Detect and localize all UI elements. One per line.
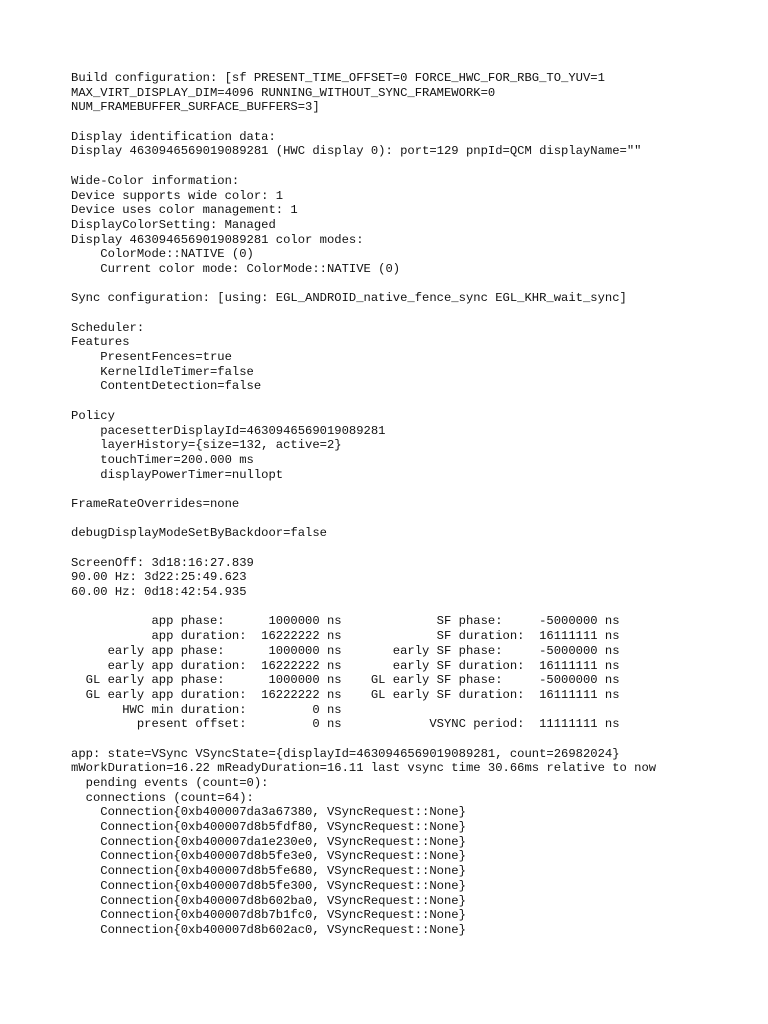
text-line: GL early app phase: 1000000 ns GL early SF phase: -5000000 ns [71,673,620,688]
text-line: NUM_FRAMEBUFFER_SURFACE_BUFFERS=3] [71,100,320,115]
text-line: present offset: 0 ns VSYNC period: 11111111 ns [71,717,620,732]
text-line: Wide-Color information: [71,173,240,188]
text-line: ColorMode::NATIVE (0) [71,247,254,262]
text-line: Device uses color management: 1 [71,203,298,218]
text-line: Build configuration: [sf PRESENT_TIME_OFFSET=0 FORCE_HWC_FOR_RBG_TO_YUV=1 [71,71,605,85]
text-line: touchTimer=200.000 ms [71,452,254,467]
blank-line [71,394,751,409]
text-line: FrameRateOverrides=none [71,496,240,511]
text-line: PresentFences=true [71,350,232,365]
text-line: Current color mode: ColorMode::NATIVE (0) [71,261,401,276]
text-line: Policy [71,408,115,423]
text-line: early app phase: 1000000 ns early SF phase: -5000000 ns [71,643,620,658]
text-line: Connection{0xb400007d8b7b1fc0, VSyncRequest::None} [71,908,466,923]
text-line: mWorkDuration=16.22 mReadyDuration=16.11 last vsync time 30.66ms relative to now [71,761,657,776]
text-line: pending events (count=0): [71,776,269,790]
text-line: layerHistory={size=132, active=2} [71,438,342,453]
text-line: app phase: 1000000 ns SF phase: -5000000 ns [71,614,620,629]
text-line: pacesetterDisplayId=4630946569019089281 [71,423,386,438]
text-line: Connection{0xb400007d8b5fe680, VSyncRequest::None} [71,864,466,879]
text-line: displayPowerTimer=nullopt [71,467,284,482]
text-line: app duration: 16222222 ns SF duration: 16111111 ns [71,629,620,644]
text-line: connections (count=64): [71,790,254,805]
text-line: DisplayColorSetting: Managed [71,217,276,232]
text-line: Connection{0xb400007da1e230e0, VSyncRequest::None} [71,834,466,849]
blank-line [71,277,751,292]
text-line: Sync configuration: [using: EGL_ANDROID_native_fence_sync EGL_KHR_wait_sync] [71,291,627,306]
blank-line [71,732,751,747]
blank-line [71,115,751,130]
text-line: debugDisplayModeSetByBackdoor=false [71,526,327,541]
text-line: Connection{0xb400007d8b5fdf80, VSyncRequest::None} [71,820,466,835]
text-line: KernelIdleTimer=false [71,364,254,379]
text-line: Features [71,335,130,350]
blank-line [71,541,751,556]
text-line: early app duration: 16222222 ns early SF duration: 16111111 ns [71,658,620,673]
text-line: Connection{0xb400007d8b602ac0, VSyncRequest::None} [71,922,466,937]
text-line: Display 4630946569019089281 color modes: [71,232,364,247]
blank-line [71,600,751,615]
text-line: Connection{0xb400007da3a67380, VSyncRequest::None} [71,805,466,820]
text-line: 90.00 Hz: 3d22:25:49.623 [71,570,247,585]
text-line: MAX_VIRT_DISPLAY_DIM=4096 RUNNING_WITHOUT_SYNC_FRAMEWORK=0 [71,85,496,100]
text-line: ScreenOff: 3d18:16:27.839 [71,555,254,570]
text-line: Connection{0xb400007d8b5fe3e0, VSyncRequest::None} [71,849,466,864]
text-line: 60.00 Hz: 0d18:42:54.935 [71,585,247,600]
text-line: Display identification data: [71,129,276,144]
text-line: Connection{0xb400007d8b602ba0, VSyncRequest::None} [71,893,466,908]
blank-line [71,512,751,527]
blank-line [71,159,751,174]
text-line: HWC min duration: 0 ns [71,702,342,717]
text-line: GL early app duration: 16222222 ns GL early SF duration: 16111111 ns [71,687,620,702]
text-line: Connection{0xb400007d8b5fe300, VSyncRequest::None} [71,878,466,893]
text-line: Scheduler: [71,320,145,335]
blank-line [71,482,751,497]
dumpsys-document [71,71,751,938]
text-line: Device supports wide color: 1 [71,188,284,203]
blank-line [71,306,751,321]
text-line: Display 4630946569019089281 (HWC display 0): port=129 pnpId=QCM displayName="" [71,144,642,159]
text-line: ContentDetection=false [71,379,262,394]
text-line: app: state=VSync VSyncState={displayId=4630946569019089281, count=26982024} [71,746,620,761]
